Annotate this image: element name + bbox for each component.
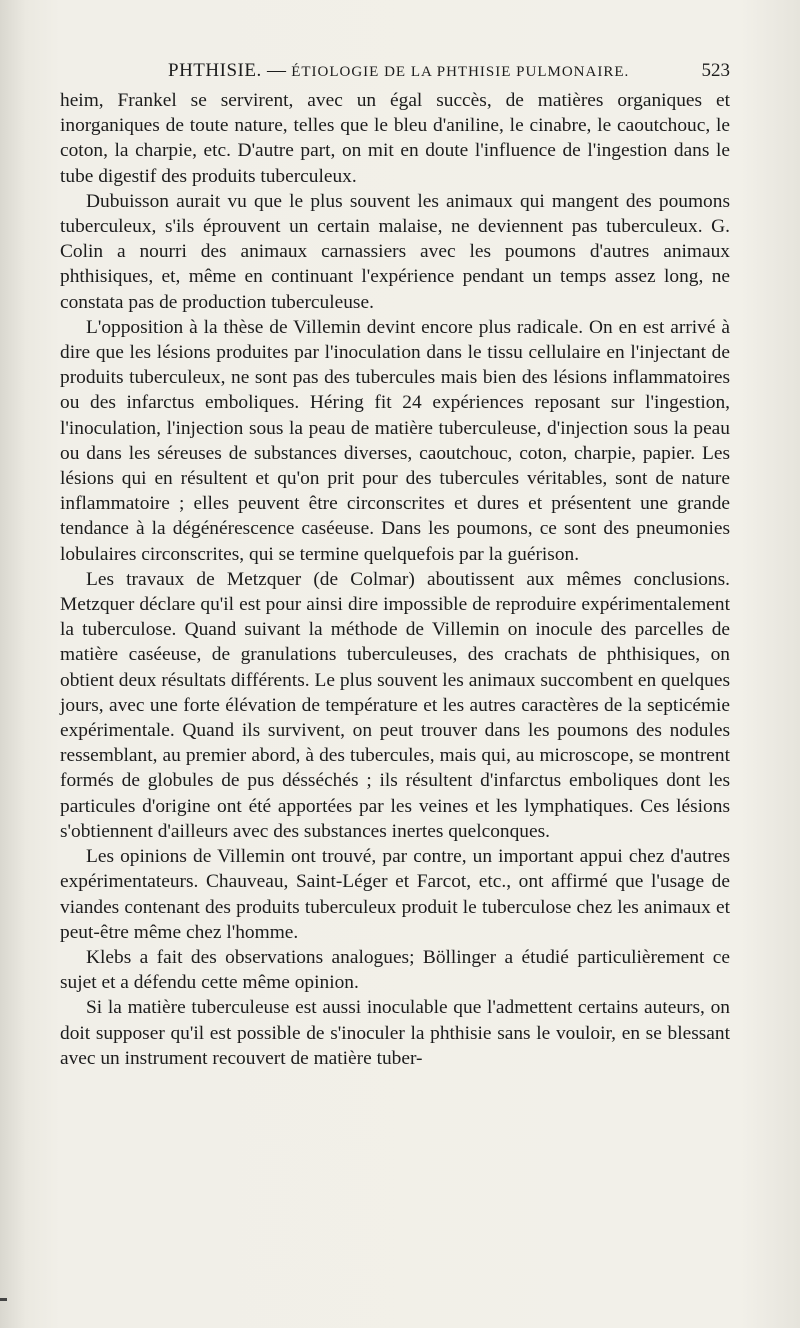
paragraph-6: Klebs a fait des observations analogues; Böllinger a étudié particulièrement ce sujet et a défendu cette même opinion. [60,946,730,994]
paragraph-7: Si la matière tuberculeuse est aussi inoculable que l'admettent certains auteurs, on doit supposer qu'il est possible de s'inoculer la phthisie sans le vouloir, en se blessant avec un instrument recouvert de matière tuber- [60,997,730,1069]
margin-mark [0,1298,7,1301]
paragraph-3: L'opposition à la thèse de Villemin devint encore plus radicale. On en est arrivé à dire que les lésions produites par l'inoculation dans le tissu cellulaire en l'injectant de produits tuberculeux, ne sont pas des tubercules mais bien des lésions inflammatoires ou des infarctus emboliques. Héring fit 24 expériences reposant sur l'ingestion, l'inoculation, l'injection sous la peau de matière tuberculeuse, d'injection sous la peau ou dans les séreuses de substances diverses, caoutchouc, coton, charpie, papier. Les lésions qui en résultent et qu'on prit pour des tubercules véritables, sont de nature inflammatoire ; elles peuvent être circonscrites et dures et présentent une grande tendance à la dégénérescence caséeuse. Dans les poumons, ce sont des pneumonies lobulaires circonscrites, qui se termine quelquefois par la guérison. [60,316,730,565]
paragraph-2: Dubuisson aurait vu que le plus souvent les animaux qui mangent des poumons tuberculeux, s'ils éprouvent un certain malaise, ne deviennent pas tuberculeux. G. Colin a nourri des animaux carnassiers avec les poumons d'autres animaux phthisiques, et, même en continuant l'expérience pendant un temps assez long, ne constata pas de production tuberculeuse. [60,190,730,313]
running-title-subtitle: ÉTIOLOGIE DE LA PHTHISIE PULMONAIRE. [291,64,630,80]
paragraph-4: Les travaux de Metzquer (de Colmar) aboutissent aux mêmes conclusions. Metzquer déclare qu'il est pour ainsi dire impossible de reproduire expérimentalement la tuberculose. Quand suivant la méthode de Villemin on inocule des parcelles de matière caséeuse, de granulations tuberculeuses, des crachats de phthisiques, on obtient deux résultats différents. Le plus souvent les animaux succombent en quelques jours, avec une forte élévation de température et les autres caractères de la septicémie expérimentale. Quand ils survivent, on peut trouver dans les poumons des nodules ressemblant, au premier abord, à des tubercules, mais qui, au microscope, se montrent formés de globules de pus désséchés ; ils résultent d'infarctus emboliques dont les particules d'origine ont été apportées par les veines et les lymphatiques. Ces lésions s'obtiennent d'ailleurs avec des substances inertes quelconques. [60,568,730,842]
paragraph-5: Les opinions de Villemin ont trouvé, par contre, un important appui chez d'autres expérimentateurs. Chauveau, Saint-Léger et Farcot, etc., ont affirmé que l'usage de viandes contenant des produits tuberculeux produit le tuberculose chez les animaux et peut-être même chez l'homme. [60,846,730,943]
body-text [60,88,730,1071]
paragraph-1: heim, Frankel se servirent, avec un égal succès, de matières organiques et inorganiques de toute nature, telles que le bleu d'aniline, le cinabre, le caoutchouc, le coton, la charpie, etc. D'autre part, on mit en doute l'influence de l'ingestion dans le tube digestif des produits tuberculeux. [60,90,730,187]
page-number: 523 [701,60,730,81]
running-title [168,58,629,85]
page-header [60,58,730,84]
running-title-main: PHTHISIE. — [168,60,287,81]
